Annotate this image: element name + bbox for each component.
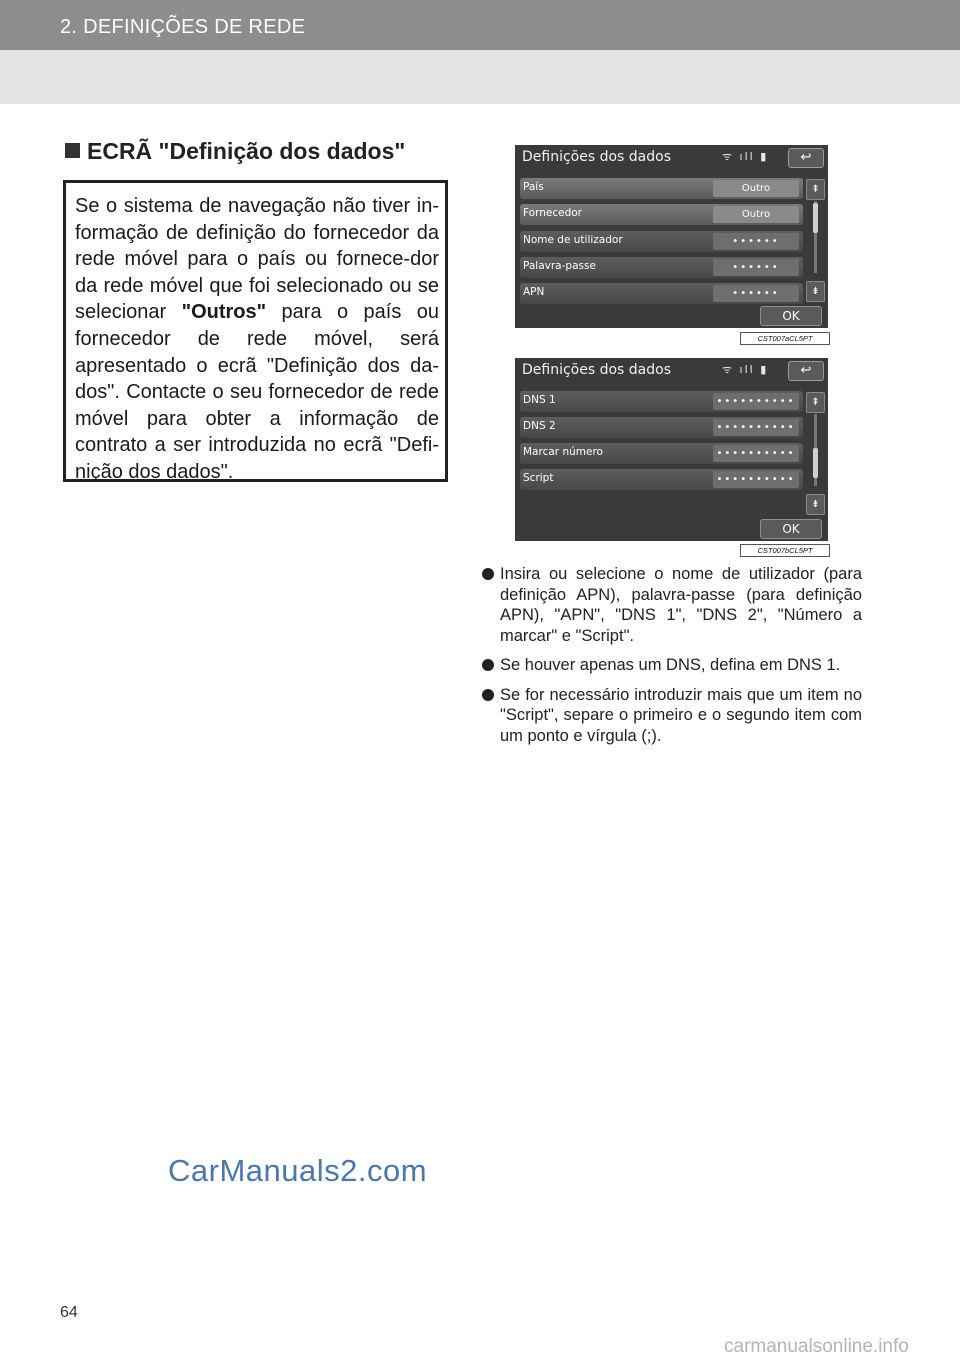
- row-label: Marcar número: [523, 446, 603, 458]
- row-dns-1[interactable]: [520, 391, 803, 412]
- row-label: DNS 1: [523, 394, 556, 406]
- info-text-after: para o país ou fornecedor de rede móvel, será apresentado o ecrã "Definição dos da-dos". Contacte o seu fornecedor de rede móvel para obter a informação de contrato a ser introduzida no ecrã "Defi-nição dos dados".: [75, 301, 440, 483]
- header-band: [0, 50, 960, 104]
- row-marcar-numero[interactable]: [520, 443, 803, 464]
- back-button[interactable]: ↩: [788, 148, 824, 168]
- list-item-text: Se houver apenas um DNS, defina em DNS 1.: [500, 656, 841, 674]
- row-value: ••••••: [713, 285, 799, 302]
- image-code-label: CST007aCL5PT: [740, 332, 830, 345]
- section-heading-text: ECRÃ "Definição dos dados": [87, 138, 406, 164]
- row-label: DNS 2: [523, 420, 556, 432]
- notes-list: [482, 564, 862, 755]
- watermark-logo: CarManuals2.com: [168, 1153, 428, 1188]
- row-value: Outro: [713, 206, 799, 223]
- row-value: ••••••: [713, 233, 799, 250]
- bullet-dot-icon: [482, 568, 494, 580]
- row-palavra-passe[interactable]: [520, 257, 803, 278]
- row-value: ••••••••••: [713, 471, 799, 488]
- list-item-text: Se for necessário introduzir mais que um item no "Script", separe o primeiro e o segundo item com um ponto e vírgula (;).: [500, 685, 862, 745]
- row-value: Outro: [713, 180, 799, 197]
- list-item: [482, 685, 862, 747]
- bullet-dot-icon: [482, 689, 494, 701]
- footer-watermark: carmanualsonline.info: [724, 1336, 909, 1357]
- signal-status-icons: ᯤ ıll ▮: [722, 150, 769, 163]
- scroll-thumb[interactable]: [813, 203, 818, 233]
- row-apn[interactable]: [520, 283, 803, 304]
- scroll-down-button[interactable]: ⇟: [806, 494, 825, 515]
- back-button[interactable]: ↩: [788, 361, 824, 381]
- row-label: Script: [523, 472, 554, 484]
- list-item: [482, 564, 862, 646]
- signal-status-icons: ᯤ ıll ▮: [722, 363, 769, 376]
- bullet-dot-icon: [482, 659, 494, 671]
- row-label: APN: [523, 286, 545, 298]
- info-text-before: Se o sistema de navegação não tiver in-formação de definição do fornecedor da rede móvel para o país ou fornece-dor da rede móvel que foi selecionado ou se selecionar: [75, 195, 439, 324]
- scroll-up-button[interactable]: ⇞: [806, 179, 825, 200]
- list-item: [482, 655, 862, 676]
- info-bold-outros: "Outros": [181, 301, 267, 324]
- row-label: Palavra-passe: [523, 260, 596, 272]
- row-nome-de-utilizador[interactable]: [520, 231, 803, 252]
- info-box: [63, 180, 448, 482]
- screenshot-data-settings-1: [515, 145, 828, 328]
- row-fornecedor[interactable]: [520, 204, 803, 225]
- section-heading: [65, 138, 405, 165]
- page-number: 64: [60, 1304, 78, 1321]
- list-item-text: Insira ou selecione o nome de utilizador (para definição APN), palavra-passe (para definição APN), "APN", "DNS 1", "DNS 2", "Número a marcar" e "Script".: [500, 565, 862, 645]
- scroll-up-button[interactable]: ⇞: [806, 392, 825, 413]
- square-bullet-icon: [65, 143, 80, 158]
- row-value: ••••••••••: [713, 419, 799, 436]
- row-pais[interactable]: [520, 178, 803, 199]
- screenshot-data-settings-2: [515, 358, 828, 541]
- row-script[interactable]: [520, 469, 803, 490]
- screen-title: Definições dos dados: [522, 362, 672, 378]
- ok-button[interactable]: OK: [760, 519, 822, 539]
- row-label: Fornecedor: [523, 207, 582, 219]
- row-value: ••••••••••: [713, 393, 799, 410]
- screen-title: Definições dos dados: [522, 149, 672, 165]
- header-bar: [0, 0, 960, 50]
- row-label: País: [523, 181, 544, 193]
- image-code-label: CST007bCL5PT: [740, 544, 830, 557]
- row-value: ••••••: [713, 259, 799, 276]
- row-label: Nome de utilizador: [523, 234, 623, 246]
- ok-button[interactable]: OK: [760, 306, 822, 326]
- scroll-thumb[interactable]: [813, 448, 818, 478]
- row-dns-2[interactable]: [520, 417, 803, 438]
- row-value: ••••••••••: [713, 445, 799, 462]
- scroll-down-button[interactable]: ⇟: [806, 281, 825, 302]
- header-title: 2. DEFINIÇÕES DE REDE: [60, 16, 306, 38]
